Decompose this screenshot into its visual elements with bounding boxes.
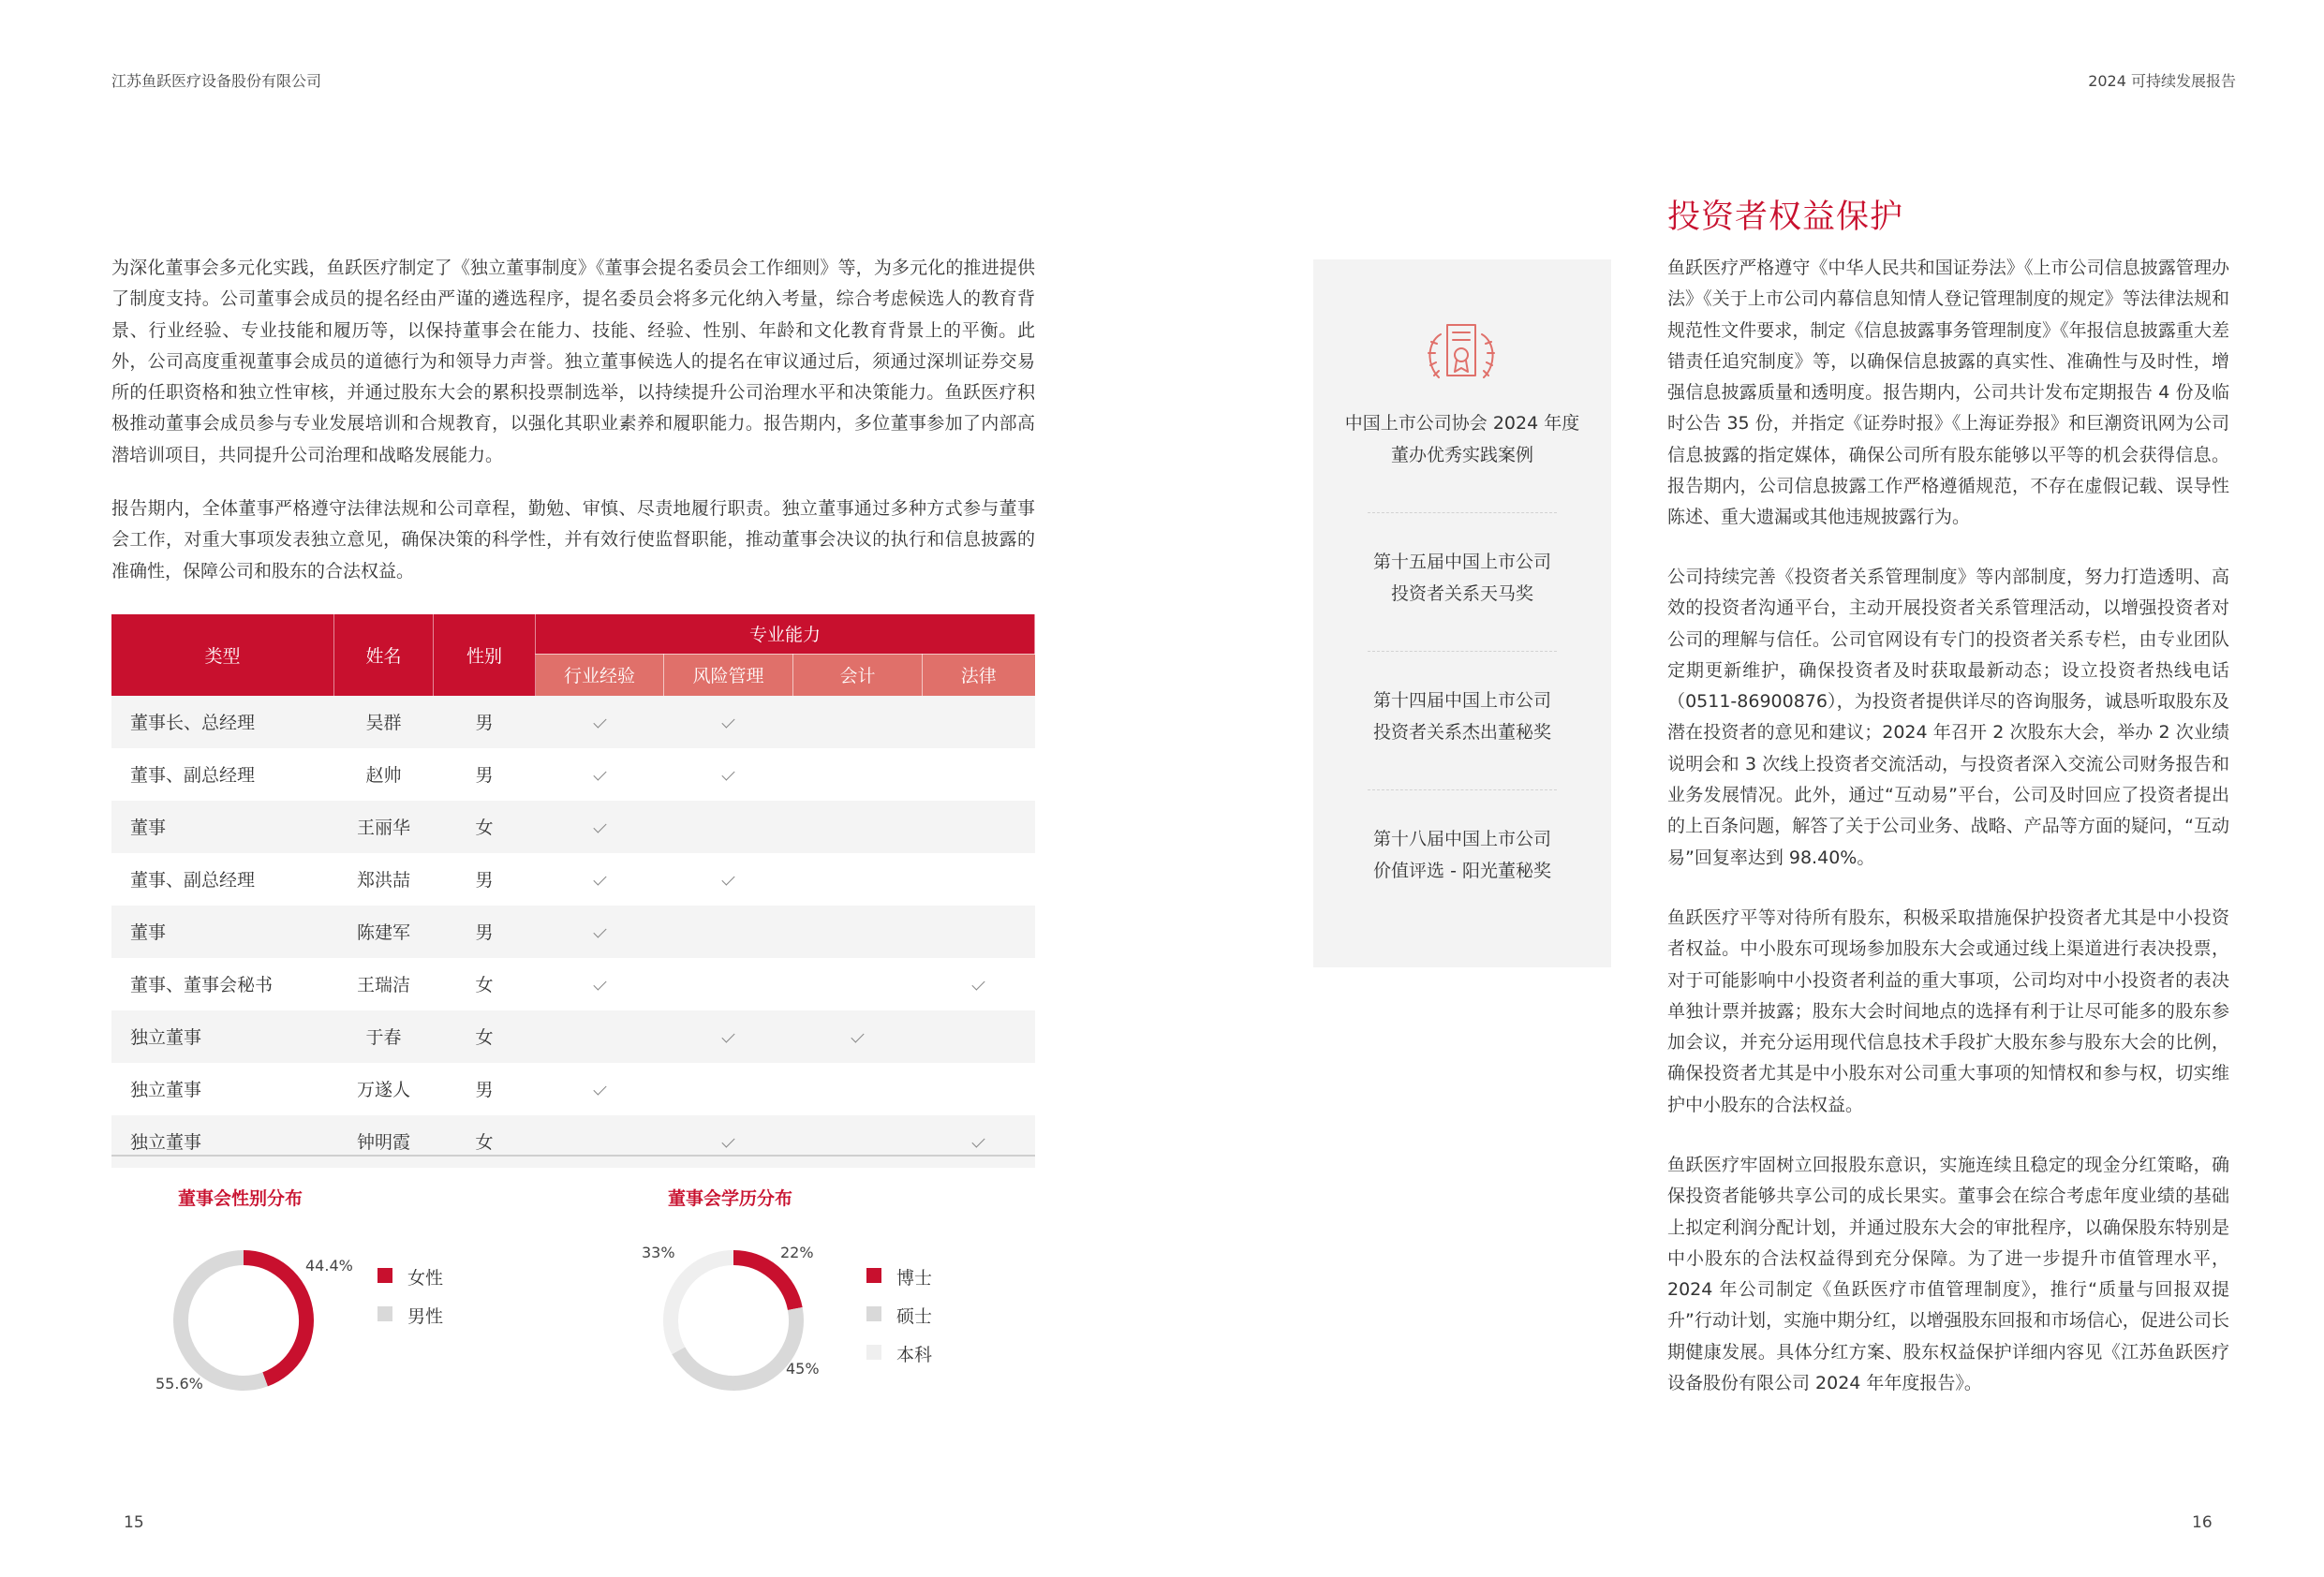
check-icon: [721, 872, 734, 885]
legend-female-swatch: [377, 1268, 392, 1283]
cell-skill: [536, 1010, 664, 1063]
report-title: 2024 可持续发展报告: [2088, 72, 2236, 90]
check-icon: [721, 715, 734, 728]
cell-name: 吴群: [334, 696, 434, 748]
cell-type: 独立董事: [130, 1080, 202, 1100]
col-name-header: 姓名: [334, 614, 434, 696]
dividend-paragraph: 鱼跃医疗牢固树立回报股东意识，实施连续且稳定的现金分红策略，确保投资者能够共享公司的成长果实。董事会在综合考虑年度业绩的基础上拟定利润分配计划，并通过股东大会的审批程序，以确保股东特别是中小股东的合法权益得到充分保障。为了进一步提升市值管理水平，2024 年公司制定《鱼跃医疗市值管理制度》，推行“质量与回报双提升”行动计划，实施中期分红，以增强股东回报和市场信心，促进公司长期健康发展。具体分红方案、股东权益保护详细内容见《江苏鱼跃医疗设备股份有限公司 2024 年年度报告》。: [1667, 1155, 2229, 1394]
cell-skill: [923, 801, 1035, 853]
award-divider: [1368, 789, 1557, 790]
cell-skill: [664, 1063, 793, 1115]
edu-master-pct: 45%: [786, 1360, 820, 1378]
table-row: [111, 696, 1035, 748]
check-icon: [593, 1082, 606, 1095]
table-row: [111, 748, 1035, 801]
cell-type: 独立董事: [111, 1010, 334, 1063]
cell-skill: [664, 1010, 793, 1063]
cell-skill: [664, 801, 793, 853]
section-title: 投资者权益保护: [1667, 199, 1904, 236]
check-icon: [593, 872, 606, 885]
cell-skill: [923, 853, 1035, 906]
cell-skill: [923, 906, 1035, 958]
check-icon: [593, 767, 606, 780]
cell-name: 钟明霞: [334, 1115, 434, 1168]
table-row: [111, 853, 1035, 906]
cell-skill: [793, 801, 923, 853]
check-icon: [593, 924, 606, 937]
gender-male-pct: 55.6%: [155, 1375, 203, 1393]
legend-master-label: 硕士: [896, 1306, 933, 1327]
investor-relations-paragraph: 公司持续完善《投资者关系管理制度》等内部制度，努力打造透明、高效的投资者沟通平台，主动开展投资者关系管理活动，以增强投资者对公司的理解与信任。公司官网设有专门的投资者关系专栏，由专业团队定期更新维护，确保投资者及时获取最新动态；设立投资者热线电话（0511-86900876），为投资者提供详尽的咨询服务，诚恳听取股东及潜在投资者的意见和建议；2024 年召开 2 次股东大会，举办 2 次业绩说明会和 3 次线上投资者交流活动，与投资者深入交流公司财务报告和业务发展情况。此外，通过“互动易”平台，公司及时回应了投资者提出的上百条问题，解答了关于公司业务、战略、产品等方面的疑问，“互动易”回复率达到 98.40%。: [1667, 567, 2229, 868]
award-divider: [1368, 512, 1557, 513]
cell-gender: 男: [475, 765, 494, 786]
donut-slice-女性: [244, 1258, 306, 1379]
col-expertise-header: 专业能力: [536, 614, 1035, 654]
cell-skill: [536, 958, 664, 1010]
cell-type: 董事、副总经理: [130, 765, 256, 786]
cell-gender: 男: [475, 1080, 494, 1100]
cell-skill: [536, 853, 664, 906]
legend-female-label: 女性: [407, 1268, 444, 1289]
check-icon: [971, 977, 984, 990]
table-bottom-rule: [111, 1155, 1035, 1157]
cell-gender: 女: [475, 975, 494, 995]
page-number-left: 15: [124, 1513, 144, 1532]
cell-name: 陈建军: [334, 906, 434, 958]
cell-type: 董事、副总经理: [130, 870, 256, 891]
award-divider: [1368, 651, 1557, 652]
board-duties-paragraph: 报告期内，全体董事严格遵守法律法规和公司章程，勤勉、审慎、尽责地履行职责。独立董事通过多种方式参与董事会工作，对重大事项发表独立意见，确保决策的科学性，并有效行使监督职能，推动董事会决议的执行和信息披露的准确性，保障公司和股东的合法权益。: [111, 498, 1035, 582]
cell-gender: 男: [475, 870, 494, 891]
award-item-4: 第十八届中国上市公司 价值评选 - 阳光董秘奖: [1372, 829, 1551, 881]
cell-name: 赵帅: [365, 765, 402, 786]
cell-skill: [793, 853, 923, 906]
cell-name: 王瑞洁: [356, 975, 410, 995]
cell-name: 于春: [334, 1010, 434, 1063]
cell-skill: [793, 906, 923, 958]
cell-gender: 女: [434, 1115, 536, 1168]
cell-skill: [536, 696, 664, 748]
col-gender-header: 性别: [434, 614, 536, 696]
check-icon: [971, 1134, 984, 1147]
cell-skill: [664, 906, 793, 958]
cell-gender: 男: [434, 696, 536, 748]
donut-slice-博士: [733, 1258, 795, 1308]
cell-skill: [536, 748, 664, 801]
col-legal-header: 法律: [923, 654, 1035, 696]
cell-skill: [793, 1115, 923, 1168]
cell-gender: 男: [434, 906, 536, 958]
legend-bachelor-label: 本科: [896, 1345, 933, 1365]
cell-skill: [923, 696, 1035, 748]
board-diversity-paragraph: 为深化董事会多元化实践，鱼跃医疗制定了《独立董事制度》《董事会提名委员会工作细则》等，为多元化的推进提供了制度支持。公司董事会成员的提名经由严谨的遴选程序，提名委员会将多元化纳入考量，综合考虑候选人的教育背景、行业经验、专业技能和履历等，以保持董事会在能力、技能、经验、性别、年龄和文化教育背景上的平衡。此外，公司高度重视董事会成员的道德行为和领导力声誉。独立董事候选人的提名在审议通过后，须通过深圳证券交易所的任职资格和独立性审核，并通过股东大会的累积投票制选举，以持续提升公司治理水平和决策能力。鱼跃医疗积极推动董事会成员参与专业发展培训和合规教育，以强化其职业素养和履职能力。报告期内，多位董事参加了内部高潜培训项目，共同提升公司治理和战略发展能力。: [111, 258, 1035, 465]
board-skills-table: [111, 614, 1035, 1168]
cell-skill: [923, 748, 1035, 801]
cell-skill: [664, 748, 793, 801]
check-icon: [851, 1029, 864, 1042]
table-row: [111, 801, 1035, 853]
check-icon: [721, 1134, 734, 1147]
donut-slice-本科: [671, 1258, 733, 1350]
minority-shareholders-paragraph: 鱼跃医疗平等对待所有股东，积极采取措施保护投资者尤其是中小投资者权益。中小股东可现场参加股东大会或通过线上渠道进行表决投票，对于可能影响中小投资者利益的重大事项，公司均对中小投资者的表决单独计票并披露；股东大会时间地点的选择有利于让尽可能多的股东参加会议，并充分运用现代信息技术手段扩大股东参与股东大会的比例，确保投资者尤其是中小股东对公司重大事项的知情权和参与权，切实维护中小股东的合法权益。: [1667, 907, 2229, 1115]
cell-skill: [536, 1115, 664, 1168]
check-icon: [721, 1029, 734, 1042]
award-item-2: 第十五届中国上市公司 投资者关系天马奖: [1372, 552, 1551, 604]
cell-type: 董事: [111, 906, 334, 958]
cell-skill: [664, 1115, 793, 1168]
cell-skill: [536, 906, 664, 958]
table-row: [111, 906, 1035, 958]
cell-skill: [793, 696, 923, 748]
legend-master-swatch: [866, 1306, 881, 1321]
awards-panel: [1313, 259, 1611, 967]
check-icon: [593, 715, 606, 728]
col-type-header: 类型: [111, 614, 334, 696]
cell-gender: 女: [434, 801, 536, 853]
col-accounting-header: 会计: [793, 654, 923, 696]
table-row: [111, 1115, 1035, 1168]
legend-male-label: 男性: [407, 1306, 444, 1327]
award-item-3: 第十四届中国上市公司 投资者关系杰出董秘奖: [1372, 690, 1551, 743]
disclosure-paragraph: 鱼跃医疗严格遵守《中华人民共和国证券法》《上市公司信息披露管理办法》《关于上市公司内幕信息知情人登记管理制度的规定》等法律法规和规范性文件要求，制定《信息披露事务管理制度》《年报信息披露重大差错责任追究制度》等，以确保信息披露的真实性、准确性与及时性，增强信息披露质量和透明度。报告期内，公司共计发布定期报告 4 份及临时公告 35 份，并指定《证券时报》《上海证券报》和巨潮资讯网为公司信息披露的指定媒体，确保公司所有股东能够以平等的机会获得信息。报告期内，公司信息披露工作严格遵循规范，不存在虚假记载、误导性陈述、重大遗漏或其他违规披露行为。: [1667, 258, 2229, 528]
cell-skill: [793, 748, 923, 801]
cell-skill: [664, 958, 793, 1010]
cell-gender: 女: [434, 1010, 536, 1063]
cell-skill: [923, 1115, 1035, 1168]
check-icon: [593, 819, 606, 833]
legend-bachelor-swatch: [866, 1345, 881, 1360]
cell-name: 郑洪喆: [356, 870, 410, 891]
gender-female-pct: 44.4%: [305, 1257, 353, 1275]
board-table-body: [111, 696, 1035, 1168]
cell-skill: [664, 696, 793, 748]
cell-type: 董事长、总经理: [111, 696, 334, 748]
cell-skill: [923, 958, 1035, 1010]
education-donut-chart: [649, 1236, 818, 1405]
cell-skill: [793, 958, 923, 1010]
cell-skill: [793, 1010, 923, 1063]
legend-phd-label: 博士: [896, 1268, 933, 1289]
cell-name: 万遂人: [356, 1080, 410, 1100]
edu-phd-pct: 22%: [780, 1244, 814, 1261]
page-number-right: 16: [2192, 1513, 2213, 1532]
cell-skill: [536, 1063, 664, 1115]
check-icon: [721, 767, 734, 780]
legend-phd-swatch: [866, 1268, 881, 1283]
cell-name: 王丽华: [334, 801, 434, 853]
cell-type: 董事、董事会秘书: [130, 975, 274, 995]
col-risk-header: 风险管理: [664, 654, 793, 696]
col-industry-header: 行业经验: [536, 654, 664, 696]
education-chart-title: 董事会学历分布: [668, 1188, 793, 1209]
cell-skill: [793, 1063, 923, 1115]
award-item-1: 中国上市公司协会 2024 年度 董办优秀实践案例: [1344, 413, 1580, 465]
cell-skill: [536, 801, 664, 853]
table-row: [111, 1010, 1035, 1063]
table-row: [111, 1063, 1035, 1115]
cell-type: 董事: [111, 801, 334, 853]
check-icon: [593, 977, 606, 990]
edu-bachelor-pct: 33%: [642, 1244, 675, 1261]
legend-male-swatch: [377, 1306, 392, 1321]
cell-skill: [664, 853, 793, 906]
cell-skill: [923, 1010, 1035, 1063]
donut-slice-硕士: [678, 1308, 796, 1383]
award-certificate-icon: [1416, 319, 1506, 394]
cell-skill: [923, 1063, 1035, 1115]
table-row: [111, 958, 1035, 1010]
cell-type: 独立董事: [111, 1115, 334, 1168]
donut-slice-男性: [181, 1258, 265, 1383]
company-name: 江苏鱼跃医疗设备股份有限公司: [111, 72, 322, 90]
gender-chart-title: 董事会性别分布: [178, 1188, 303, 1209]
